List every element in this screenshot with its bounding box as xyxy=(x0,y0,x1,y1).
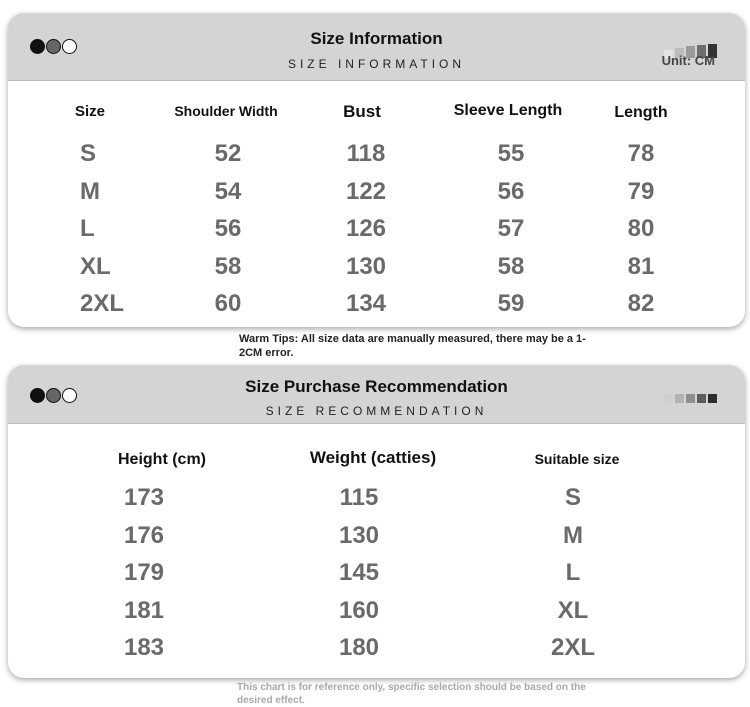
size-information-card xyxy=(8,13,745,327)
column-header-sleeve-length: Sleeve Length xyxy=(453,102,563,119)
table-cell: 134 xyxy=(345,290,387,317)
card-subtitle: SIZE RECOMMENDATION xyxy=(265,404,488,418)
column-header-length: Length xyxy=(614,104,668,121)
table-cell: 183 xyxy=(123,634,165,661)
size-recommendation-card xyxy=(8,365,745,678)
table-cell: L xyxy=(80,215,95,242)
table-cell: 2XL xyxy=(550,634,596,661)
table-cell: M xyxy=(80,178,100,205)
table-cell: XL xyxy=(557,597,589,624)
table-cell: 181 xyxy=(123,597,165,624)
table-cell: 57 xyxy=(497,215,525,242)
table-cell: 55 xyxy=(497,140,525,167)
table-cell: 54 xyxy=(214,178,242,205)
column-header-suitable-size: Suitable size xyxy=(534,451,620,467)
table-cell: 52 xyxy=(214,140,242,167)
card-title: Size Purchase Recommendation xyxy=(245,377,508,396)
table-cell: XL xyxy=(80,253,111,280)
table-cell: 80 xyxy=(627,215,655,242)
table-cell: 130 xyxy=(338,522,380,549)
table-cell: 130 xyxy=(345,253,387,280)
column-header-shoulder-width: Shoulder Width xyxy=(174,103,278,119)
unit-label: Unit: CM xyxy=(661,53,715,68)
card-subtitle: SIZE INFORMATION xyxy=(287,57,466,71)
table-cell: 2XL xyxy=(80,290,125,317)
table-cell: 118 xyxy=(346,140,386,167)
table-cell: 179 xyxy=(123,559,165,586)
table-cell: 81 xyxy=(627,253,655,280)
table-cell: 82 xyxy=(627,290,655,317)
table-cell: 60 xyxy=(214,290,242,317)
card-header xyxy=(8,365,745,424)
table-cell: 176 xyxy=(123,522,165,549)
column-header-height: Height (cm) xyxy=(118,451,206,468)
table-cell: 160 xyxy=(338,597,380,624)
table-cell: 56 xyxy=(497,178,525,205)
table-cell: M xyxy=(563,522,583,549)
table-cell: 56 xyxy=(214,215,242,242)
column-header-bust: Bust xyxy=(343,102,381,121)
warm-tips-note: Warm Tips: All size data are manually measured, there may be a 1-2CM error. xyxy=(239,333,586,359)
column-header-size: Size xyxy=(74,103,106,120)
table-cell: 78 xyxy=(627,140,655,167)
table-cell: 173 xyxy=(123,484,165,511)
table-cell: S xyxy=(564,484,582,511)
card-title: Size Information xyxy=(310,29,443,48)
table-cell: 126 xyxy=(345,215,387,242)
table-cell: 115 xyxy=(339,484,379,511)
table-cell: 145 xyxy=(338,559,380,586)
table-cell: S xyxy=(80,140,97,167)
card-header xyxy=(8,13,745,81)
column-header-weight: Weight (catties) xyxy=(309,448,437,467)
decorative-squares-icon xyxy=(664,394,717,403)
table-cell: 79 xyxy=(627,178,655,205)
table-cell: 180 xyxy=(338,634,380,661)
table-cell: 58 xyxy=(214,253,242,280)
table-cell: 58 xyxy=(497,253,525,280)
table-cell: L xyxy=(565,559,581,586)
reference-note: This chart is for reference only, specific selection should be based on the desired effect. xyxy=(237,682,586,706)
table-cell: 59 xyxy=(497,290,525,317)
table-cell: 122 xyxy=(345,178,387,205)
